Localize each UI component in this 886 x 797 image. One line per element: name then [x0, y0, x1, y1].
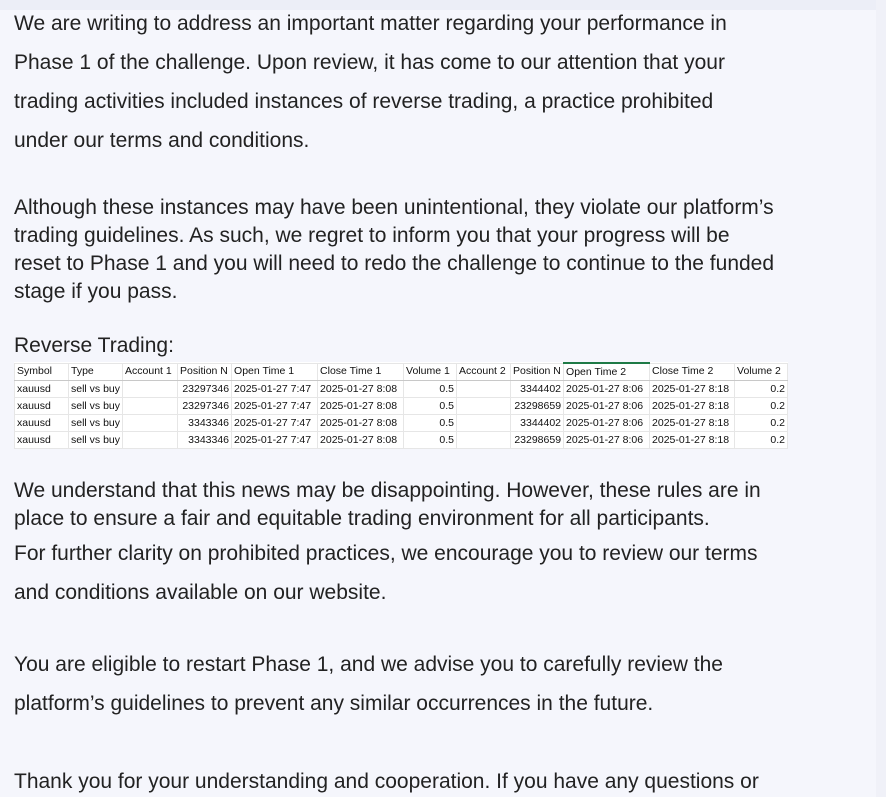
cell-volume-1: 0.5 [404, 432, 457, 449]
scrollbar-track[interactable] [876, 0, 886, 797]
cell-volume-2: 0.2 [735, 415, 788, 432]
col-close-time-1: Close Time 1 [318, 363, 404, 381]
cell-position-1: 23297346 [178, 381, 232, 398]
col-position-2: Position N [511, 363, 564, 381]
col-symbol: Symbol [15, 363, 69, 381]
cell-volume-1: 0.5 [404, 415, 457, 432]
cell-volume-2: 0.2 [735, 398, 788, 415]
col-account-1: Account 1 [123, 363, 178, 381]
cell-position-2: 3344402 [511, 381, 564, 398]
cell-open-time-1: 2025-01-27 7:47 [232, 381, 318, 398]
cell-close-time-1: 2025-01-27 8:08 [318, 381, 404, 398]
cell-symbol: xauusd [15, 432, 69, 449]
cell-open-time-1: 2025-01-27 7:47 [232, 432, 318, 449]
cell-close-time-2: 2025-01-27 8:18 [650, 432, 735, 449]
cell-position-1: 23297346 [178, 398, 232, 415]
cell-close-time-2: 2025-01-27 8:18 [650, 381, 735, 398]
col-type: Type [69, 363, 123, 381]
cell-close-time-2: 2025-01-27 8:18 [650, 398, 735, 415]
cell-position-2: 23298659 [511, 398, 564, 415]
cell-symbol: xauusd [15, 415, 69, 432]
cell-close-time-1: 2025-01-27 8:08 [318, 398, 404, 415]
col-volume-2: Volume 2 [735, 363, 788, 381]
cell-account-2 [457, 432, 511, 449]
table-header-row [15, 363, 788, 381]
col-open-time-2: Open Time 2 [564, 363, 650, 381]
cell-account-1 [123, 381, 178, 398]
cell-volume-1: 0.5 [404, 381, 457, 398]
cell-volume-2: 0.2 [735, 432, 788, 449]
cell-account-2 [457, 398, 511, 415]
cell-account-2 [457, 381, 511, 398]
reverse-trading-heading: Reverse Trading: [14, 334, 174, 357]
cell-open-time-1: 2025-01-27 7:47 [232, 415, 318, 432]
cell-volume-2: 0.2 [735, 381, 788, 398]
cell-position-1: 3343346 [178, 415, 232, 432]
cell-symbol: xauusd [15, 398, 69, 415]
cell-open-time-2: 2025-01-27 8:06 [564, 432, 650, 449]
terms-paragraph: For further clarity on prohibited practices, we encourage you to review our terms and conditions available on our website. [14, 542, 758, 604]
cell-account-2 [457, 415, 511, 432]
cell-symbol: xauusd [15, 381, 69, 398]
cell-type: sell vs buy [69, 432, 123, 449]
cell-account-1 [123, 398, 178, 415]
col-position-1: Position N [178, 363, 232, 381]
col-close-time-2: Close Time 2 [650, 363, 735, 381]
understanding-paragraph: We understand that this news may be disappointing. However, these rules are in place to ensure a fair and equitable trading environment for all participants. [14, 479, 761, 530]
cell-position-2: 23298659 [511, 432, 564, 449]
col-account-2: Account 2 [457, 363, 511, 381]
cell-type: sell vs buy [69, 415, 123, 432]
cell-close-time-2: 2025-01-27 8:18 [650, 415, 735, 432]
table-row [15, 415, 788, 432]
cell-type: sell vs buy [69, 398, 123, 415]
restart-paragraph: You are eligible to restart Phase 1, and we advise you to carefully review the platform’s guidelines to prevent any similar occurrences in the future. [14, 653, 723, 715]
cell-account-1 [123, 415, 178, 432]
cell-open-time-2: 2025-01-27 8:06 [564, 415, 650, 432]
cell-open-time-1: 2025-01-27 7:47 [232, 398, 318, 415]
intro-paragraph: We are writing to address an important matter regarding your performance in Phase 1 of the challenge. Upon review, it has come to our attention that your trading activities included instances of reverse trading, a practice prohibited under our terms and conditions. [14, 12, 727, 152]
cell-open-time-2: 2025-01-27 8:06 [564, 381, 650, 398]
cell-volume-1: 0.5 [404, 398, 457, 415]
col-open-time-1: Open Time 1 [232, 363, 318, 381]
cell-account-1 [123, 432, 178, 449]
table-row [15, 432, 788, 449]
violation-paragraph: Although these instances may have been unintentional, they violate our platform’s trading guidelines. As such, we regret to inform you that your progress will be reset to Phase 1 and you will need to redo the challenge to continue to the funded stage if you pass. [14, 196, 775, 303]
cell-position-1: 3343346 [178, 432, 232, 449]
cell-type: sell vs buy [69, 381, 123, 398]
table-row [15, 398, 788, 415]
closing-paragraph: Thank you for your understanding and cooperation. If you have any questions or [14, 770, 759, 793]
cell-close-time-1: 2025-01-27 8:08 [318, 415, 404, 432]
cell-close-time-1: 2025-01-27 8:08 [318, 432, 404, 449]
cell-open-time-2: 2025-01-27 8:06 [564, 398, 650, 415]
col-volume-1: Volume 1 [404, 363, 457, 381]
reverse-trading-table [14, 362, 788, 449]
table-row [15, 381, 788, 398]
cell-position-2: 3344402 [511, 415, 564, 432]
